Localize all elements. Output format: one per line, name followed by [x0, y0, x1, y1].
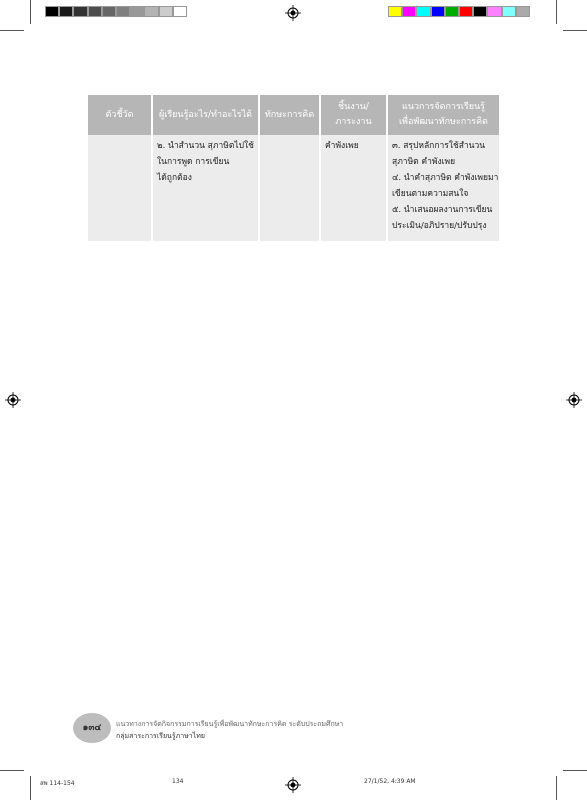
calibration-swatch — [473, 6, 487, 17]
slug-datetime: 27/1/52, 4:39 AM — [364, 778, 416, 785]
header-approach-line1: แนวการจัดการเรียนรู้ — [402, 102, 485, 112]
cell-line: ประเมิน/อภิปราย/ปรับปรุง — [392, 221, 487, 231]
learning-plan-table — [88, 95, 499, 241]
registration-mark-icon — [5, 392, 21, 408]
calibration-swatch — [516, 6, 530, 17]
cell-line: ได้ถูกต้อง — [157, 173, 192, 183]
calibration-swatch — [431, 6, 445, 17]
cell-line: สุภาษิต คำพังเพย — [392, 157, 456, 167]
calibration-swatch — [159, 6, 173, 17]
calibration-swatch — [45, 6, 59, 17]
crop-mark — [0, 770, 24, 771]
registration-mark-icon — [285, 5, 301, 21]
crop-mark — [563, 30, 587, 31]
header-task-line1: ชิ้นงาน/ — [338, 102, 369, 112]
cell-line: ๓. สรุปหลักการใช้สำนวน — [392, 141, 486, 151]
calibration-swatch — [116, 6, 130, 17]
crop-mark — [30, 0, 31, 24]
page-number-badge: ๑๓๔ — [73, 713, 111, 743]
calibration-swatch — [88, 6, 102, 17]
slug-page: 134 — [172, 778, 184, 785]
table-header-row — [88, 95, 499, 135]
calibration-swatch — [73, 6, 87, 17]
calibration-swatch — [445, 6, 459, 17]
calibration-swatch — [487, 6, 501, 17]
calibration-swatch — [59, 6, 73, 17]
crop-mark — [563, 770, 587, 771]
footer-book-title: แนวทางการจัดกิจกรรมการเรียนรู้เพื่อพัฒนาทักษะการคิด ระดับประถมศึกษา — [116, 720, 344, 728]
slug-file: สพ 114-154 — [40, 780, 75, 787]
registration-mark-icon — [285, 777, 301, 793]
calibration-swatch — [173, 6, 187, 17]
calibration-swatch — [102, 6, 116, 17]
footer-subject: กลุ่มสาระการเรียนรู้ภาษาไทย — [116, 732, 205, 740]
cell-line: ๔. นำคำสุภาษิต คำพังเพยมา — [392, 173, 499, 183]
calibration-swatch — [144, 6, 158, 17]
calibration-swatch — [130, 6, 144, 17]
calibration-swatch — [502, 6, 516, 17]
crop-mark — [0, 30, 24, 31]
crop-mark — [30, 776, 31, 800]
table-row — [88, 135, 499, 241]
crop-mark — [556, 776, 557, 800]
cell-line: ๕. นำเสนอผลงานการเขียน — [392, 205, 493, 215]
calibration-swatch — [388, 6, 402, 17]
cell-line: ในการพูด การเขียน — [157, 157, 230, 167]
calibration-swatch — [459, 6, 473, 17]
header-learning-approach — [387, 95, 499, 135]
cell-learner-outcome — [152, 135, 259, 241]
cell-line: เขียนตามความสนใจ — [392, 189, 469, 199]
registration-mark-icon — [566, 392, 582, 408]
cell-learning-approach — [387, 135, 499, 241]
header-learner-outcome: ผู้เรียนรู้อะไร/ทำอะไรได้ — [152, 95, 259, 135]
header-task — [320, 95, 387, 135]
cell-task: คำพังเพย — [320, 135, 387, 241]
crop-mark — [556, 0, 557, 24]
header-indicator: ตัวชี้วัด — [88, 95, 152, 135]
header-approach-line2: เพื่อพัฒนาทักษะการคิด — [398, 117, 489, 127]
cell-line: ๒. นำสำนวน สุภาษิตไปใช้ — [157, 141, 254, 151]
cell-thinking-skill — [259, 135, 320, 241]
header-task-line2: ภาระงาน — [335, 117, 372, 127]
calibration-swatch — [416, 6, 430, 17]
cell-indicator — [88, 135, 152, 241]
calibration-swatch — [402, 6, 416, 17]
header-thinking-skill: ทักษะการคิด — [259, 95, 320, 135]
